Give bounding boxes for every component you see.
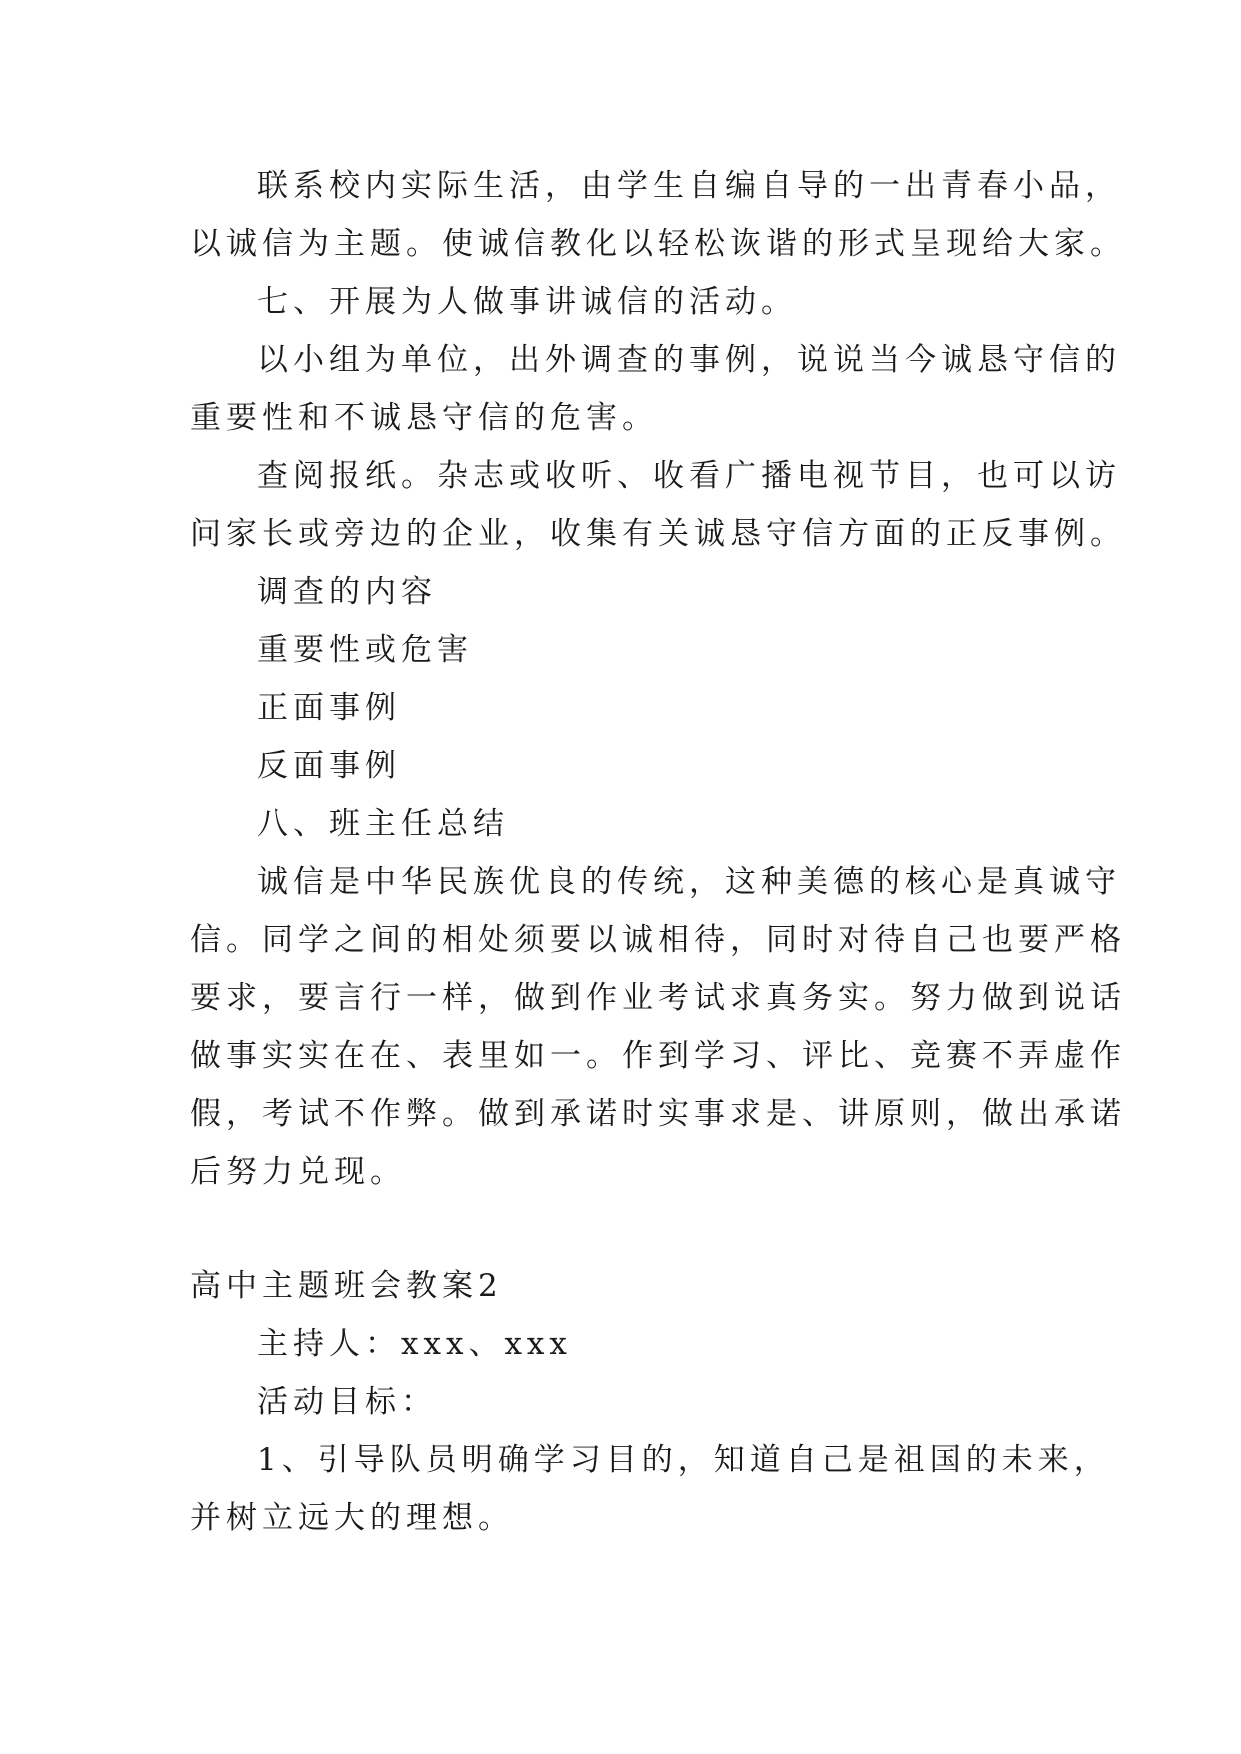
- section-heading: 七、开展为人做事讲诚信的活动。: [257, 284, 797, 320]
- text-line: 诚信是中华民族优良的传统，这种美德的核心是真诚守: [257, 864, 1121, 900]
- section-heading: 八、班主任总结: [257, 806, 509, 842]
- text-line: 假，考试不作弊。做到承诺时实事求是、讲原则，做出承诺: [190, 1096, 1126, 1132]
- text-line: 信。同学之间的相处须要以诚相待，同时对待自己也要严格: [190, 922, 1126, 958]
- list-item: 反面事例: [257, 748, 401, 784]
- text-line: 要求，要言行一样，做到作业考试求真务实。努力做到说话: [190, 980, 1126, 1016]
- list-item: 调查的内容: [257, 574, 437, 610]
- text-line: 以小组为单位，出外调查的事例，说说当今诚恳守信的: [257, 342, 1121, 378]
- text-line: 查阅报纸。杂志或收听、收看广播电视节目，也可以访: [257, 458, 1121, 494]
- text-line: 做事实实在在、表里如一。作到学习、评比、竞赛不弄虚作: [190, 1038, 1126, 1074]
- document-title: 高中主题班会教案2: [190, 1268, 503, 1304]
- text-line: 以诚信为主题。使诚信教化以轻松诙谐的形式呈现给大家。: [190, 226, 1126, 262]
- text-line: 后努力兑现。: [190, 1154, 406, 1190]
- text-line: 联系校内实际生活，由学生自编自导的一出青春小品，: [257, 168, 1121, 204]
- text-line: 活动目标：: [257, 1384, 437, 1420]
- text-line: 问家长或旁边的企业，收集有关诚恳守信方面的正反事例。: [190, 516, 1126, 552]
- text-line: 重要性和不诚恳守信的危害。: [190, 400, 658, 436]
- text-line: 主持人：xxx、xxx: [257, 1326, 572, 1362]
- text-line: 1、引导队员明确学习目的，知道自己是祖国的未来，: [257, 1442, 1110, 1478]
- text-line: 并树立远大的理想。: [190, 1500, 514, 1536]
- list-item: 重要性或危害: [257, 632, 473, 668]
- list-item: 正面事例: [257, 690, 401, 726]
